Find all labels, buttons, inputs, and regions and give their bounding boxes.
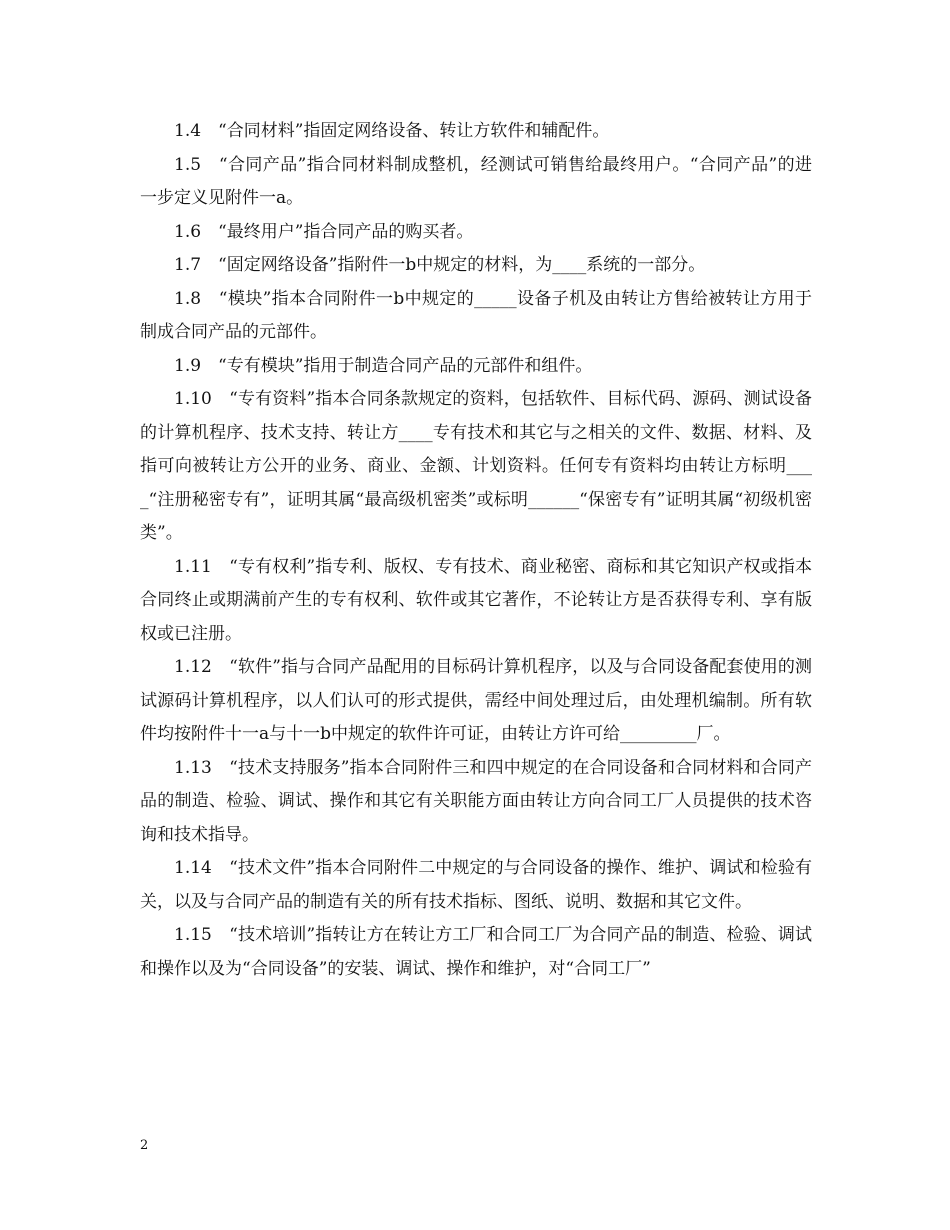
- clause-1-8: 1.8 “模块”指本合同附件一b中规定的_____设备子机及由转让方售给被转让方用于制成合同产品的元部件。: [140, 288, 812, 342]
- clause-1-5: 1.5 “合同产品”指合同材料制成整机，经测试可销售给最终用户。“合同产品”的进一步定义见附件一a。: [140, 154, 812, 208]
- clause-1-12: 1.12 “软件”指与合同产品配用的目标码计算机程序，以及与合同设备配套使用的测试源码计算机程序，以人们认可的形式提供，需经中间处理过后，由处理机编制。所有软件均按附件十一a与十一b中规定的软件许可证，由转让方许可给_________厂。: [140, 657, 812, 744]
- clause-1-14: 1.14 “技术文件”指本合同附件二中规定的与合同设备的操作、维护、调试和检验有关，以及与合同产品的制造有关的所有技术指标、图纸、说明、数据和其它文件。: [140, 858, 812, 912]
- clause-1-15: 1.15 “技术培训”指转让方在转让方工厂和合同工厂为合同产品的制造、检验、调试和操作以及为“合同设备”的安装、调试、操作和维护，对“合同工厂”: [140, 925, 812, 979]
- clause-1-9: 1.9 “专有模块”指用于制造合同产品的元部件和组件。: [174, 355, 593, 376]
- clause-1-10: 1.10 “专有资料”指本合同条款规定的资料，包括软件、目标代码、源码、测试设备的计算机程序、技术支持、转让方____专有技术和其它与之相关的文件、数据、材料、及指可向被转让方公开的业务、商业、金额、计划资料。任何专有资料均由转让方标明____“注册秘密专有”，证明其属“最高级机密类”或标明______“保密专有”证明其属“初级机密类”。: [140, 389, 812, 543]
- clause-1-6: 1.6 “最终用户”指合同产品的购买者。: [174, 221, 474, 242]
- clause-1-11: 1.11 “专有权利”指专利、版权、专有技术、商业秘密、商标和其它知识产权或指本合同终止或期满前产生的专有权利、软件或其它著作，不论转让方是否获得专利、享有版权或已注册。: [140, 556, 812, 644]
- clause-1-13: 1.13 “技术支持服务”指本合同附件三和四中规定的在合同设备和合同材料和合同产品的制造、检验、调试、操作和其它有关职能方面由转让方向合同工厂人员提供的技术咨询和技术指导。: [140, 757, 812, 845]
- clause-1-4: 1.4 “合同材料”指固定网络设备、转让方软件和辅配件。: [174, 121, 610, 141]
- clause-1-7: 1.7 “固定网络设备”指附件一b中规定的材料，为____系统的一部分。: [174, 255, 706, 275]
- contract-definitions-body: [140, 115, 812, 986]
- page-number: 2: [140, 1138, 149, 1153]
